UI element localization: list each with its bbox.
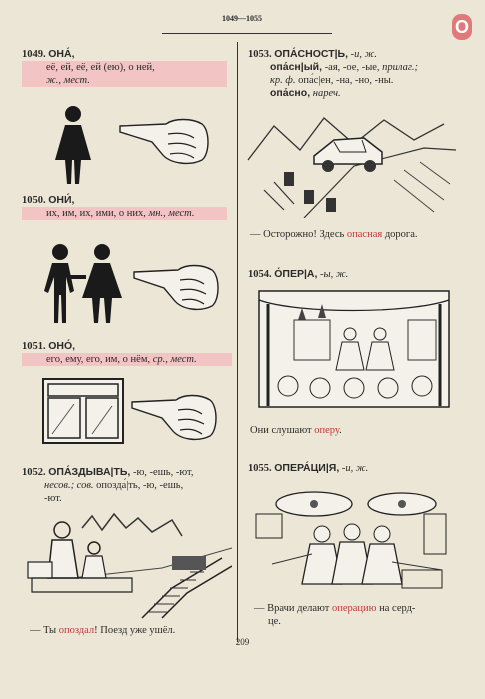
surgery-room-illustration bbox=[252, 484, 452, 594]
caption-text: — Ты bbox=[30, 625, 57, 636]
grammar-note: несов.; сов. bbox=[44, 480, 94, 491]
caption-text-end: дорога. bbox=[384, 229, 418, 240]
headword: ОПЕРА́ЦИ|Я, bbox=[274, 462, 340, 474]
entry-1053 bbox=[248, 48, 468, 100]
entry-1049 bbox=[22, 48, 227, 87]
grammar-note: ж., мест. bbox=[46, 75, 90, 86]
page-number: 209 bbox=[235, 637, 250, 647]
caption-text-end: ! Поезд уже ушёл. bbox=[94, 625, 176, 636]
highlighted-word: оперу bbox=[314, 425, 340, 436]
grammar-note: -и, ж. bbox=[350, 49, 378, 60]
entry-1052 bbox=[22, 466, 232, 505]
opera-theatre-illustration bbox=[258, 290, 450, 408]
grammar-note: мн., мест. bbox=[148, 208, 195, 219]
perfective-forms: опозда́|ть, -ю, -ешь, bbox=[96, 480, 184, 491]
grammar-note: -ы, ж. bbox=[320, 269, 349, 280]
caption-text-wrap: це. bbox=[268, 616, 281, 627]
entry-1050 bbox=[22, 194, 227, 220]
mountain-road-car-illustration bbox=[244, 100, 456, 218]
caption-text-end: . bbox=[339, 425, 342, 436]
highlighted-word: опоздал bbox=[58, 625, 95, 636]
entry-number: 1053. bbox=[248, 49, 272, 60]
entry-1054 bbox=[248, 268, 468, 281]
headword: ОНА́, bbox=[48, 48, 75, 60]
short-forms: опа́с|ен, -на, -но, -ны. bbox=[298, 75, 394, 86]
adjective-headword: опа́сн|ый, bbox=[270, 61, 323, 73]
adverb-headword: опа́сно, bbox=[270, 87, 311, 99]
headword: ОНИ́, bbox=[48, 194, 75, 206]
man-and-woman-figures-icon bbox=[38, 243, 128, 325]
entry-number: 1054. bbox=[248, 269, 272, 280]
adjective-forms: -ая, -ое, -ые, bbox=[324, 62, 380, 73]
pointing-hand-icon bbox=[118, 112, 213, 168]
caption-1052 bbox=[30, 624, 175, 637]
entry-number: 1055. bbox=[248, 463, 272, 474]
caption-1054 bbox=[250, 424, 342, 437]
highlighted-word: операцию bbox=[331, 603, 377, 614]
grammar-note: -и, ж. bbox=[341, 463, 369, 474]
headword: О́ПЕР|А, bbox=[274, 268, 318, 280]
column-divider bbox=[237, 42, 238, 642]
grammar-block bbox=[22, 207, 227, 220]
highlighted-word: опасная bbox=[346, 229, 383, 240]
grammar-block bbox=[22, 61, 227, 87]
word-forms: её, ей, её, ей (ею), о ней, bbox=[46, 62, 155, 73]
pointing-hand-icon bbox=[130, 388, 220, 444]
headword: ОПА́ЗДЫВА|ТЬ, bbox=[48, 466, 131, 478]
adjective-note: прилаг.; bbox=[382, 62, 418, 73]
word-forms: их, им, их, ими, о них, bbox=[46, 208, 146, 219]
train-station-illustration bbox=[22, 508, 232, 620]
entry-number: 1049. bbox=[22, 49, 46, 60]
grammar-block bbox=[22, 353, 232, 366]
caption-1055 bbox=[254, 602, 464, 628]
caption-text: Они слушают bbox=[250, 425, 312, 436]
entry-number: 1052. bbox=[22, 467, 46, 478]
short-form-label: кр. ф. bbox=[270, 75, 296, 86]
woman-figure-icon bbox=[48, 105, 98, 185]
entry-number: 1050. bbox=[22, 195, 46, 206]
window-icon bbox=[42, 378, 124, 444]
caption-1053 bbox=[250, 228, 418, 241]
caption-text-end: на серд- bbox=[379, 603, 416, 614]
perfective-forms-end: -ют. bbox=[44, 493, 62, 504]
caption-text: — Осторожно! Здесь bbox=[250, 229, 345, 240]
headword: ОНО́, bbox=[48, 340, 76, 352]
word-forms: -ю, -ешь, -ют, bbox=[132, 467, 194, 478]
entry-number: 1051. bbox=[22, 341, 46, 352]
pointing-hand-icon bbox=[132, 258, 222, 314]
header-rule bbox=[162, 33, 332, 34]
caption-text: — Врачи делают bbox=[254, 603, 330, 614]
entry-1051 bbox=[22, 340, 232, 366]
grammar-note: ср., мест. bbox=[152, 354, 197, 365]
page-header-range: 1049—1055 bbox=[222, 14, 262, 23]
word-forms: его, ему, его, им, о нём, bbox=[46, 354, 151, 365]
headword: ОПА́СНОСТ|Ь, bbox=[274, 48, 349, 60]
entry-1055 bbox=[248, 462, 468, 475]
adverb-note: нареч. bbox=[312, 88, 341, 99]
letter-tab: О bbox=[452, 14, 472, 40]
